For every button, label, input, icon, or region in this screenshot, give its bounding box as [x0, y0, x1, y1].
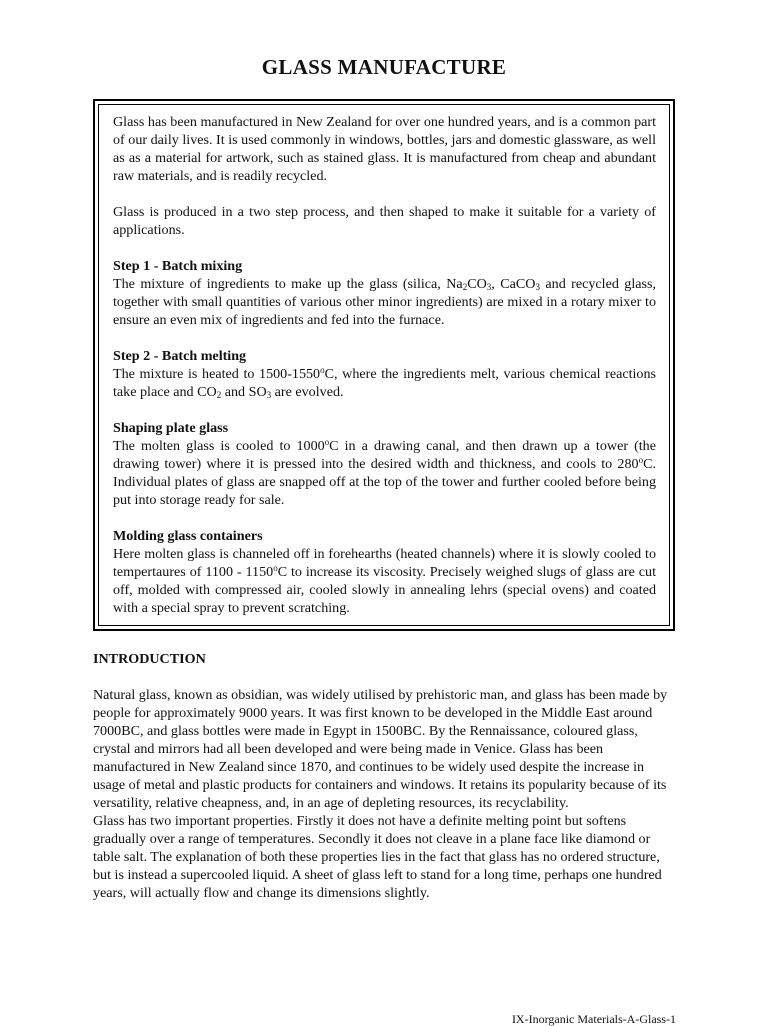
shaping-heading: Shaping plate glass	[113, 420, 229, 436]
summary-paragraph-2: Glass is produced in a two step process, and then shaped to make it suitable for a variety of applications.	[113, 204, 656, 238]
step1-text: The mixture of ingredients to make up the glass (silica, $Na_2CO_3$, CaCO$_3$ and recycled glass, together with small quantities of various other minor ingredients) are mixed in a rotary mixer to ensure an even mix of ingredients and fed into the furnace.	[113, 276, 657, 328]
page-title: GLASS MANUFACTURE	[261, 55, 507, 79]
step2-heading: Step 2 - Batch melting	[113, 348, 247, 364]
summary-box-inner	[98, 104, 670, 626]
introduction-paragraph-1: Natural glass, known as obsidian, was widely utilised by prehistoric man, and glass has been made by people for approximately 9000 years. It was first known to be developed in the Middle East around 7000BC, and glass bottles were made in Egypt in 1500BC. By the Rennaissance, coloured glass, crystal and mirrors had all been developed and were being made in Venice. Glass has been manufactured in New Zealand since 1870, and continues to be widely used despite the increase in usage of metal and plastic products for containers and windows. It retains its popularity because of its versatility, relative cheapness, and, in an age of depleting resources, its recyclability.	[93, 687, 668, 811]
molding-text: Here molten glass is channeled off in forehearths (heated channels) where it is slowly cooled to tempertaures of 1100 - 1150$^o$C to increase its viscosity. Precisely weighed slugs of glass are cut off, molded with compressed air, cooled slowly in annealing lehrs (special ovens) and coated with a special spray to prevent scratching.	[113, 546, 656, 616]
introduction-paragraph-2: Glass has two important properties. Firstly it does not have a definite melting point but softens gradually over a range of temperatures. Secondly it does not cleave in a plane face like diamond or table salt. The explanation of both these properties lies in the fact that glass has no ordered structure, but is instead a supercooled liquid. A sheet of glass left to stand for a long time, perhaps one hundred years, will actually flow and change its dimensions slightly.	[93, 813, 662, 901]
summary-box	[93, 99, 675, 631]
step1-heading: Step 1 - Batch mixing	[113, 258, 243, 274]
introduction-heading: INTRODUCTION	[93, 651, 206, 667]
summary-paragraph-1: Glass has been manufactured in New Zealand for over one hundred years, and is a common part of our daily lives. It is used commonly in windows, bottles, jars and domestic glassware, as well as as a material for artwork, such as stained glass. It is manufactured from cheap and abundant raw materials, and is readily recycled.	[113, 114, 656, 184]
step2-text: The mixture is heated to 1500-1550$^o$C, where the ingredients melt, various chemical reactions take place and $CO_2$ and $SO_3$ are evolved.	[113, 365, 657, 400]
introduction-section	[93, 650, 677, 902]
shaping-text: The molten glass is cooled to 1000$^o$C in a drawing canal, and then drawn up a tower (the drawing tower) where it is pressed into the desired width and thickness, and cools to 280$^o$C. Individual plates of glass are snapped off at the top of the tower and further cooled before being put into storage ready for sale.	[113, 437, 656, 508]
molding-heading: Molding glass containers	[113, 528, 263, 544]
page-footer: IX-Inorganic Materials-A-Glass-1	[511, 1012, 676, 1026]
